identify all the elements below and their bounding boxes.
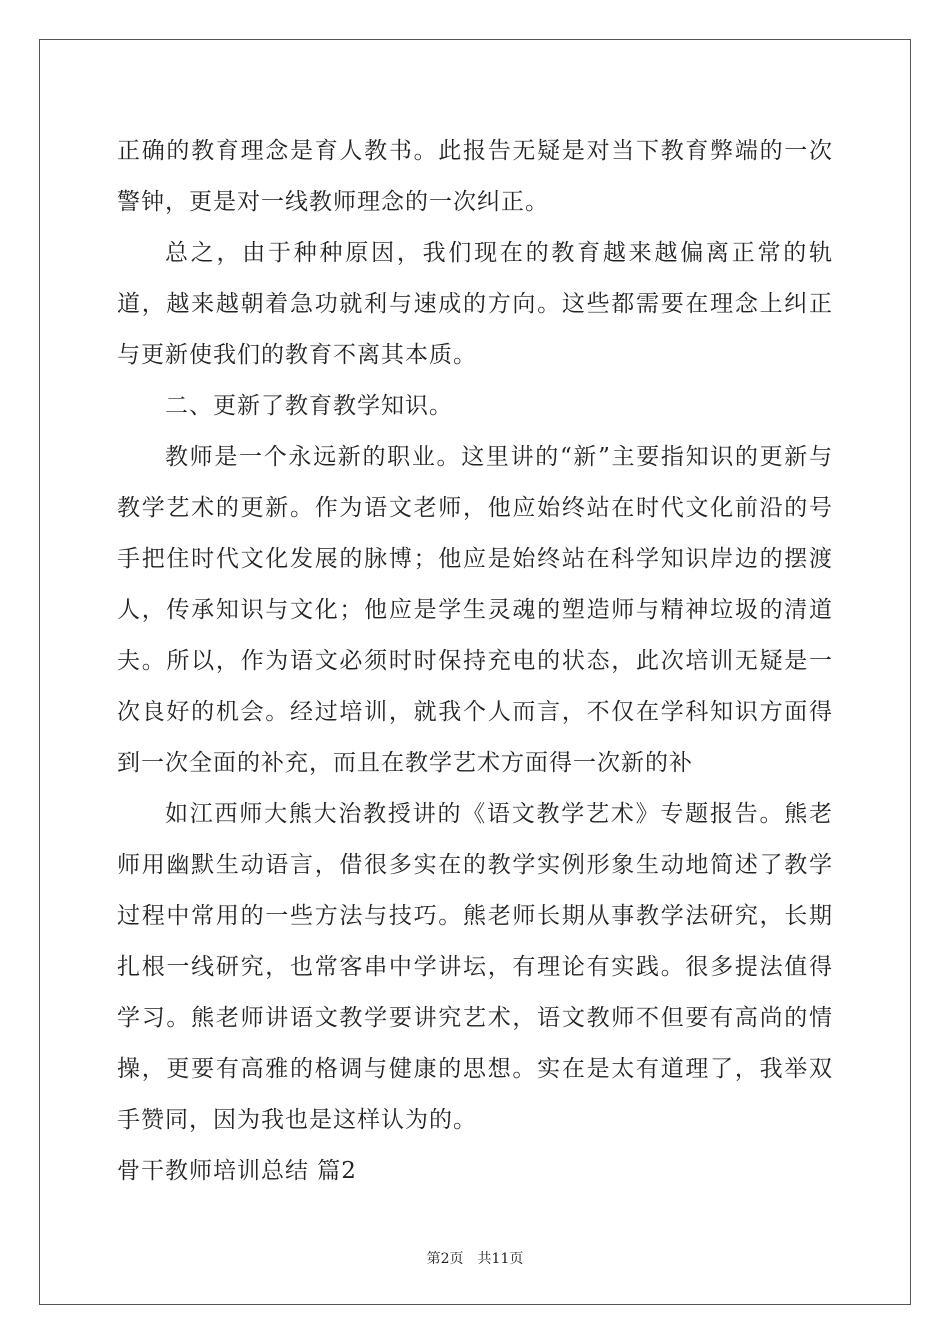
paragraph-2: 总之，由于种种原因，我们现在的教育越来越偏离正常的轨道，越来越朝着急功就利与速成的方向。这些都需要在理念上纠正与更新使我们的教育不离其本质。 <box>117 240 833 368</box>
paragraph-3: 教师是一个永远新的职业。这里讲的“新”主要指知识的更新与教学艺术的更新。作为语文老师，他应始终站在时代文化前沿的号手把住时代文化发展的脉博；他应是始终站在科学知识岸边的摆渡人，传承知识与文化；他应是学生灵魂的塑造师与精神垃圾的清道夫。所以，作为语文必须时时保持充电的状态，此次培训无疑是一次良好的机会。经过培训，就我个人而言，不仅在学科知识方面得到一次全面的补充，而且在教学艺术方面得一次新的补 <box>117 444 833 776</box>
section-heading-2: 二、更新了教育教学知识。 <box>165 393 453 419</box>
article-heading: 骨干教师培训总结 篇2 <box>117 1158 357 1184</box>
page-footer <box>0 1248 950 1268</box>
paragraph-1: 正确的教育理念是育人教书。此报告无疑是对当下教育弊端的一次警钟，更是对一线教师理念的一次纠正。 <box>117 138 833 215</box>
document-body <box>117 126 833 1197</box>
page-number: 第2页 <box>426 1251 464 1267</box>
paragraph-4: 如江西师大熊大治教授讲的《语文教学艺术》专题报告。熊老师用幽默生动语言，借很多实在的教学实例形象生动地简述了教学过程中常用的一些方法与技巧。熊老师长期从事教学法研究，长期扎根一线研究，也常客串中学讲坛，有理论有实践。很多提法值得学习。熊老师讲语文教学要讲究艺术，语文教师不但要有高尚的情操，更要有高雅的格调与健康的思想。实在是太有道理了，我举双手赞同，因为我也是这样认为的。 <box>117 801 833 1133</box>
page-total: 共11页 <box>477 1251 524 1267</box>
